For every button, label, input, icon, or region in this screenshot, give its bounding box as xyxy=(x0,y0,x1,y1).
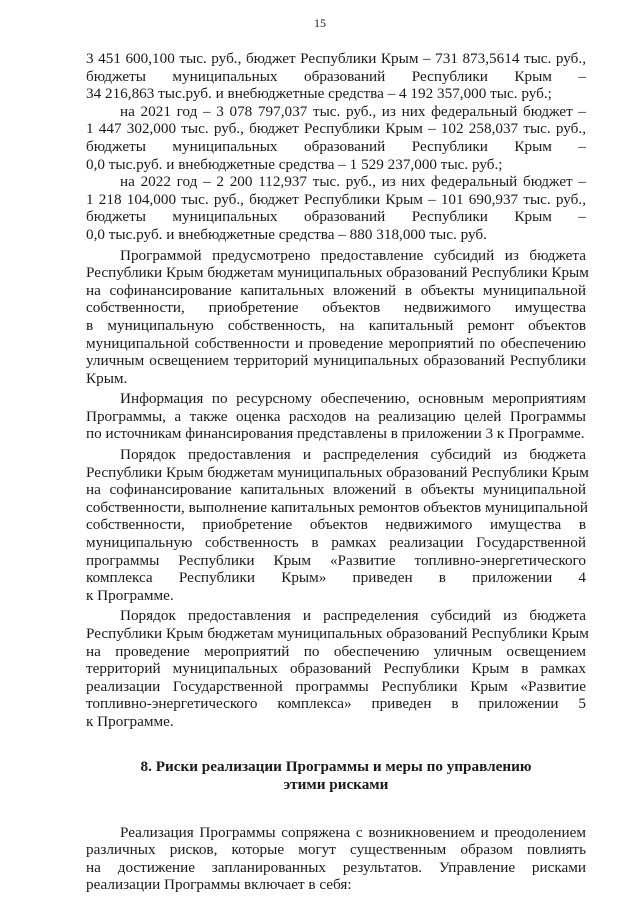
text-line: 34 216,863 тыс.руб. и внебюджетные средства – 4 192 357,000 тыс. руб.; xyxy=(86,85,552,103)
section-heading xyxy=(86,758,586,794)
text-line: уличным освещением территорий муниципальных образований Республики xyxy=(86,352,586,370)
paragraph xyxy=(86,390,586,443)
text-line: по источникам финансирования представлены в приложении 3 к Программе. xyxy=(86,425,585,443)
text-line: топливно-энергетического комплекса» приведен в приложении 5 xyxy=(86,695,586,713)
text-line: на проведение мероприятий по обеспечению уличным освещением xyxy=(86,642,586,660)
text-line: реализации Программы включает в себя: xyxy=(86,876,352,894)
text-line: на софинансирование капитальных вложений в объекты муниципальной xyxy=(86,281,586,299)
section-heading-line2: этими рисками xyxy=(283,775,389,793)
text-line: Программы, а также оценка расходов на реализацию целей Программы xyxy=(86,407,586,425)
text-line: 1 218 104,000 тыс. руб., бюджет Республики Крым – 101 690,937 тыс. руб., xyxy=(86,190,586,208)
text-line: реализации Государственной программы Республики Крым «Развитие xyxy=(86,677,586,695)
text-line: на 2022 год – 2 200 112,937 тыс. руб., из них федеральный бюджет – xyxy=(120,173,586,191)
text-line: 1 447 302,000 тыс. руб., бюджет Республики Крым – 102 258,037 тыс. руб., xyxy=(86,120,586,138)
text-line: на достижение запланированных результатов. Управление рисками xyxy=(86,858,586,876)
document-body xyxy=(86,50,589,894)
text-line: Порядок предоставления и распределения субсидий из бюджета xyxy=(120,607,586,625)
text-line: собственности, приобретение объектов недвижимого имущества в xyxy=(86,516,586,534)
text-line: 0,0 тыс.руб. и внебюджетные средства – 1 529 237,000 тыс. руб.; xyxy=(86,155,503,173)
text-line: Программой предусмотрено предоставление субсидий из бюджета xyxy=(120,246,586,264)
text-line: к Программе. xyxy=(86,586,174,604)
text-line: Республики Крым бюджетам муниципальных образований Республики Крым xyxy=(86,264,589,282)
text-line: собственности, приобретение объектов недвижимого имущества xyxy=(86,299,586,317)
text-line: муниципальную собственность в рамках реализации Государственной xyxy=(86,534,586,552)
text-line: различных рисков, которые могут существенным образом повлиять xyxy=(86,841,586,859)
paragraph-list xyxy=(86,246,589,731)
paragraph xyxy=(86,607,589,730)
text-line: бюджеты муниципальных образований Республики Крым – xyxy=(86,67,586,85)
text-line: к Программе. xyxy=(86,712,174,730)
text-line: Республики Крым бюджетам муниципальных образований Республики Крым xyxy=(86,625,589,642)
risks-paragraph xyxy=(86,824,586,894)
text-line: программы Республики Крым «Развитие топливно-энергетического xyxy=(86,551,586,569)
paragraph xyxy=(86,446,589,604)
funding-block xyxy=(86,50,586,244)
text-line: собственности, выполнение капитальных ремонтов объектов муниципальной xyxy=(86,498,589,516)
text-line: 0,0 тыс.руб. и внебюджетные средства – 880 318,000 тыс. руб. xyxy=(86,225,487,243)
text-line: на софинансирование капитальных вложений в объекты муниципальной xyxy=(86,481,586,499)
text-line: на 2021 год – 3 078 797,037 тыс. руб., из них федеральный бюджет – xyxy=(120,102,586,120)
text-line: бюджеты муниципальных образований Республики Крым – xyxy=(86,208,586,226)
text-line: территорий муниципальных образований Республики Крым в рамках xyxy=(86,660,586,678)
paragraph xyxy=(86,246,589,388)
text-line: 3 451 600,100 тыс. руб., бюджет Республики Крым – 731 873,5614 тыс. руб., xyxy=(86,50,586,67)
text-line: в муниципальную собственность, на капитальный ремонт объектов xyxy=(86,316,586,334)
page-number: 15 xyxy=(314,16,326,30)
text-line: бюджеты муниципальных образований Республики Крым – xyxy=(86,137,586,155)
text-line: Республики Крым бюджетам муниципальных образований Республики Крым xyxy=(86,463,589,481)
text-line: Крым. xyxy=(86,369,128,387)
section-heading-line1: 8. Риски реализации Программы и меры по управлению xyxy=(140,757,532,775)
text-line: Информация по ресурсному обеспечению, основным мероприятиям xyxy=(120,390,586,408)
text-line: комплекса Республики Крым» приведен в приложении 4 xyxy=(86,569,586,587)
text-line: Реализация Программы сопряжена с возникновением и преодолением xyxy=(120,823,586,841)
text-line: муниципальной собственности и проведение мероприятий по обеспечению xyxy=(86,334,586,352)
text-line: Порядок предоставления и распределения субсидий из бюджета xyxy=(120,446,586,464)
